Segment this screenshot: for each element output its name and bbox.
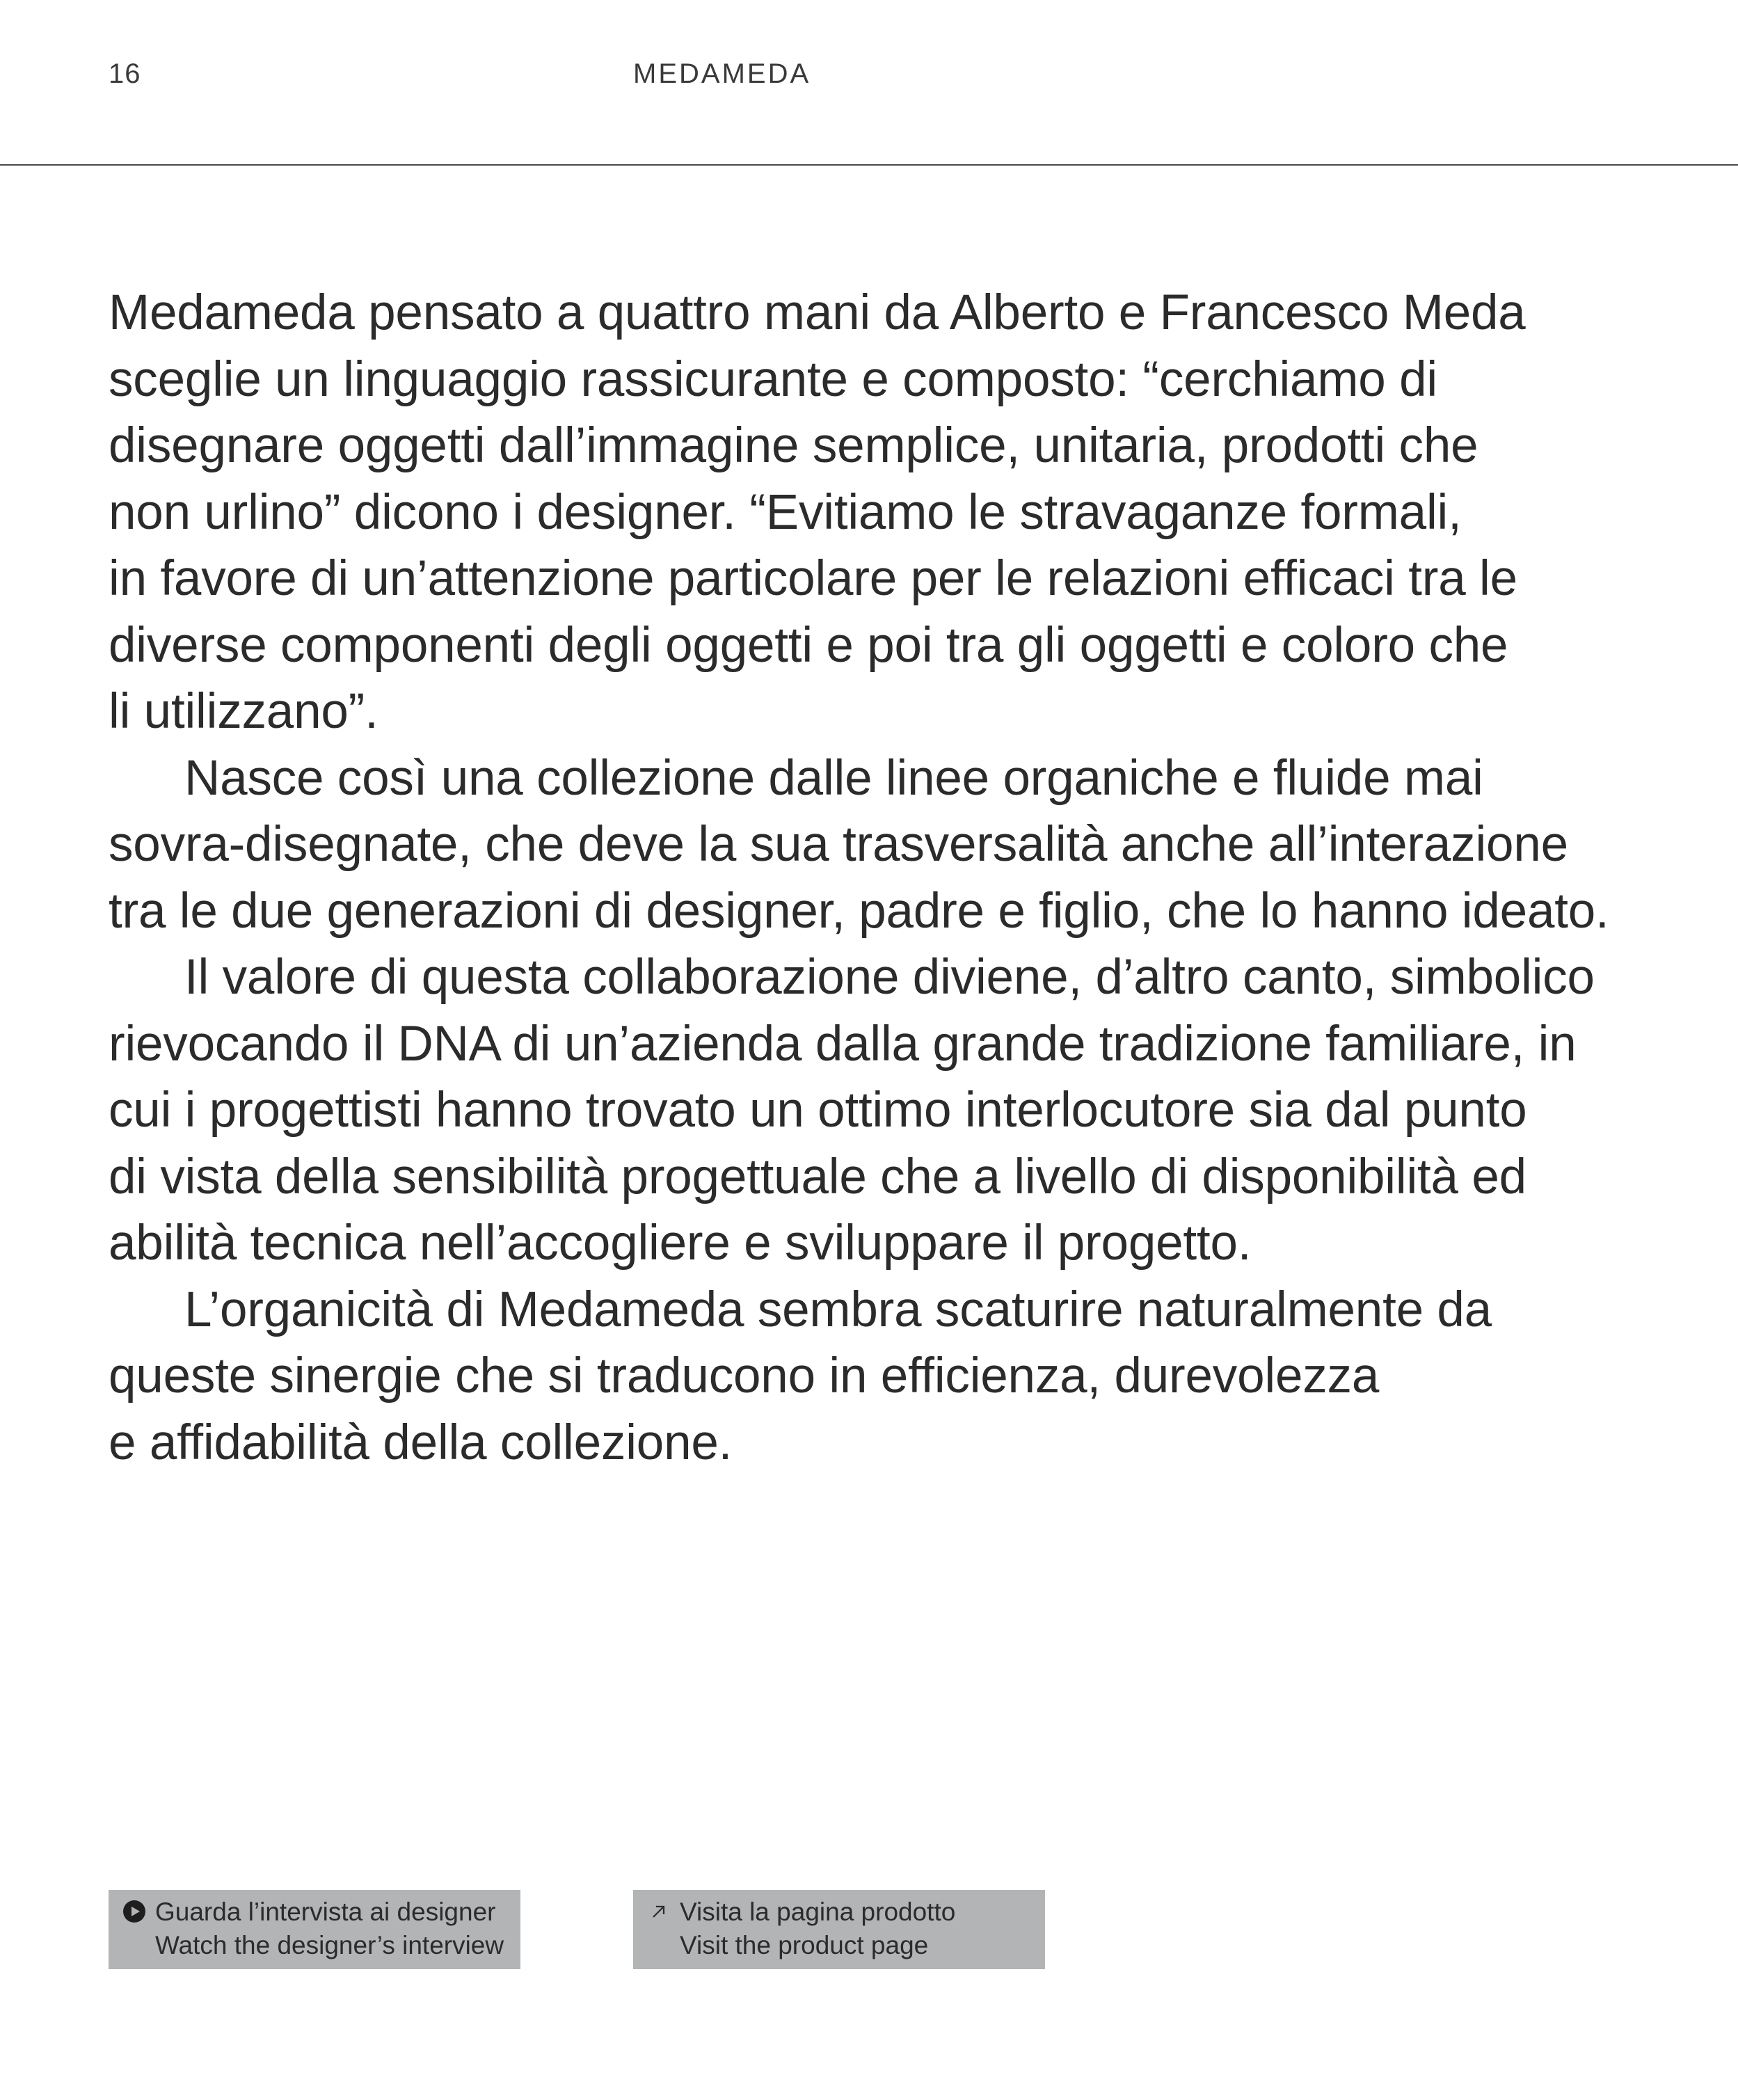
body-line: cui i progettisti hanno trovato un ottimo interlocutore sia dal punto <box>109 1083 1527 1138</box>
body-line: disegnare oggetti dall’immagine semplice, unitaria, prodotti che <box>109 418 1478 473</box>
body-line-paragraph-start: L’organicità di Medameda sembra scaturire naturalmente da <box>184 1282 1492 1337</box>
watch-interview-link[interactable] <box>109 1890 520 1969</box>
body-line-paragraph-start: Il valore di questa collaborazione diviene, d’altro canto, simbolico <box>184 950 1595 1005</box>
product-page-label-en: Visit the product page <box>680 1931 929 1959</box>
body-line: sceglie un linguaggio rassicurante e composto: “cerchiamo di <box>109 351 1437 407</box>
body-line: sovra-disegnate, che deve la sua trasversalità anche all’interazione <box>109 817 1568 872</box>
body-line: queste sinergie che si traducono in efficienza, durevolezza <box>109 1349 1380 1403</box>
body-line: Medameda pensato a quattro mani da Alberto e Francesco Meda <box>109 285 1526 340</box>
play-circle-icon <box>122 1900 146 1923</box>
body-line: e affidabilità della collezione. <box>109 1415 733 1470</box>
running-title: MEDAMEDA <box>633 58 811 89</box>
product-page-link[interactable] <box>633 1890 1045 1969</box>
product-page-label <box>680 1895 955 1962</box>
body-line: in favore di un’attenzione particolare per le relazioni efficaci tra le <box>109 551 1517 606</box>
body-line: tra le due generazioni di designer, padre e figlio, che lo hanno ideato. <box>109 883 1609 939</box>
body-line: li utilizzano”. <box>109 684 378 739</box>
product-page-label-it: Visita la pagina prodotto <box>680 1898 956 1926</box>
watch-interview-label-it: Guarda l’intervista ai designer <box>155 1898 496 1926</box>
watch-interview-label <box>155 1895 504 1962</box>
body-line: di vista della sensibilità progettuale che a livello di disponibilità ed <box>109 1149 1526 1204</box>
body-line: rievocando il DNA di un’azienda dalla grande tradizione familiare, in <box>109 1016 1577 1072</box>
header-rule <box>0 164 1738 166</box>
watch-interview-label-en: Watch the designer’s interview <box>155 1931 504 1959</box>
arrow-up-right-icon <box>647 1900 671 1923</box>
body-line-paragraph-start: Nasce così una collezione dalle linee organiche e fluide mai <box>184 750 1483 806</box>
body-line: non urlino” dicono i designer. “Evitiamo le stravaganze formali, <box>109 484 1462 540</box>
body-line: abilità tecnica nell’accogliere e sviluppare il progetto. <box>109 1216 1252 1271</box>
body-line: diverse componenti degli oggetti e poi tra gli oggetti e coloro che <box>109 617 1508 673</box>
body-text <box>109 280 1709 1476</box>
page-number: 16 <box>109 58 141 89</box>
